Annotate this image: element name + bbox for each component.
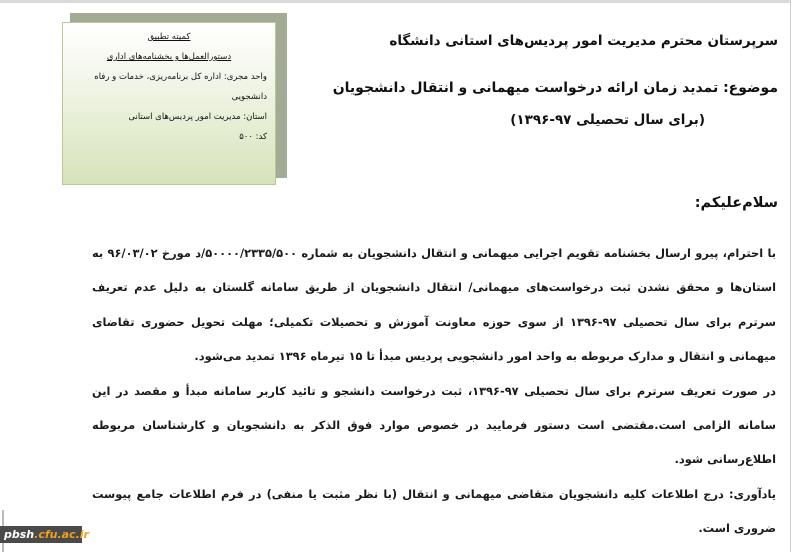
box-title: کمیته تطبیق (147, 32, 191, 42)
addressee: سرپرستان محترم مدیریت امور پردیس‌های استانی دانشگاه (389, 33, 778, 49)
box-unit: واحد مجری: اداره کل برنامه‌ریزی، خدمات و رفاه دانشجویی (94, 72, 267, 102)
watermark (0, 526, 89, 543)
box-subtitle: دستورالعمل‌ها و بخشنامه‌های اداری (106, 52, 232, 62)
watermark-part1: pbsh (4, 528, 35, 541)
info-box (62, 22, 276, 185)
greeting: سلام‌علیکم: (694, 195, 778, 211)
paragraph: در صورت تعریف سرترم برای سال تحصیلی ۹۷-۱۳۹۶، ثبت درخواست دانشجو و تائید کاربر سامانه مبدأ و مقصد در این سامانه الزامی است.مقتضی است دستور فرمایید در خصوص موارد فوق الذکر به دانشجویان و کارشناسان مربوطه اطلاع‌رسانی شود. (92, 383, 776, 467)
paragraph: با احترام، پیرو ارسال بخشنامه تقویم اجرایی میهمانی و انتقال دانشجویان به شماره ۵۰۰۰۰/۲۳۳۵/۵۰۰/د مورخ ۹۶/۰۳/۰۲ به استان‌ها و محقق نشدن ثبت درخواست‌های میهمانی/ انتقال دانشجویان از طریق سامانه گلستان به دلیل عدم تعریف سرترم برای سال تحصیلی ۹۷-۱۳۹۶ از سوی حوزه معاونت آموزش و تحصیلات تکمیلی؛ مهلت تحویل حضوری تقاضای میهمانی و انتقال و مدارک مربوطه به واحد امور دانشجویی پردیس مبدأ تا ۱۵ تیرماه ۱۳۹۶ تمدید می‌شود. (92, 246, 777, 364)
letter-body (92, 236, 776, 546)
paragraph: یادآوری: درج اطلاعات کلیه دانشجویان متقاضی میهمانی و انتقال (با نظر مثبت یا منفی) در فرم اطلاعات جامع پیوست ضروری است. (92, 486, 776, 536)
subject: موضوع: تمدید زمان ارائه درخواست میهمانی و انتقال دانشجویان (332, 80, 778, 96)
top-border (0, 0, 791, 3)
watermark-part2: .cfu.ac.ir (34, 528, 89, 541)
subject-note: (برای سال تحصیلی ۹۷-۱۳۹۶) (510, 112, 705, 128)
box-code: کد: ۵۰۰ (239, 132, 267, 142)
box-province: استان: مدیریت امور پردیس‌های استانی (128, 112, 267, 122)
page-edge (790, 0, 791, 552)
